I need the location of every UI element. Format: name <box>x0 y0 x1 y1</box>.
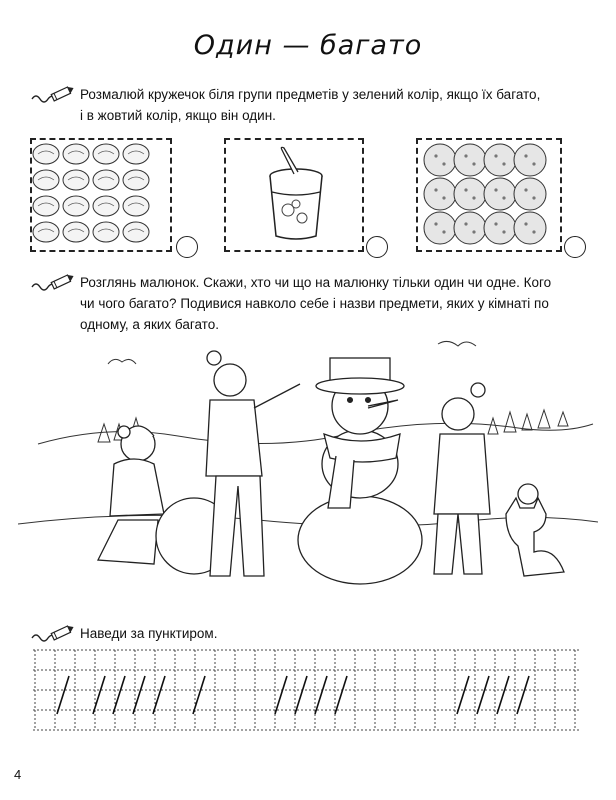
tracing-grid[interactable] <box>33 648 581 736</box>
walnuts-card <box>30 138 172 252</box>
snowman-icon <box>298 358 422 584</box>
cookies-icon <box>418 140 560 250</box>
winter-scene-illustration <box>18 324 598 592</box>
child-right <box>434 383 490 574</box>
yogurt-card <box>224 138 364 252</box>
task-3 <box>30 623 590 644</box>
task-1-line-2: і в жовтий колір, якщо він один. <box>80 108 276 123</box>
task-3-line-1: Наведи за пунктиром. <box>80 626 218 641</box>
answer-circle-cookies[interactable] <box>564 236 586 258</box>
dog-icon <box>506 484 564 576</box>
walnuts-icon <box>32 140 170 250</box>
pencil-icon <box>30 86 76 104</box>
task-1-line-1: Розмалюй кружечок біля групи предметів у зелений колір, якщо їх багато, <box>80 87 541 102</box>
task-1 <box>30 84 590 126</box>
cookies-card <box>416 138 562 252</box>
answer-circle-yogurt[interactable] <box>366 236 388 258</box>
pencil-icon <box>30 274 76 292</box>
picture-cards <box>30 132 586 262</box>
page-title: Один — багато <box>193 30 423 61</box>
task-2-line-1: Розглянь малюнок. Скажи, хто чи що на малюнку тільки один чи одне. Кого <box>80 275 552 290</box>
pencil-icon <box>30 625 76 643</box>
task-2-line-2: чи чого багато? Подивися навколо себе і назви предмети, яких у кімнаті по <box>80 296 549 311</box>
slant-strokes <box>57 676 529 714</box>
child-middle <box>206 351 300 576</box>
task-2-line-3: одному, а яких багато. <box>80 317 219 332</box>
yogurt-cup-icon <box>226 140 362 250</box>
page-number: 4 <box>14 767 22 782</box>
answer-circle-walnuts[interactable] <box>176 236 198 258</box>
